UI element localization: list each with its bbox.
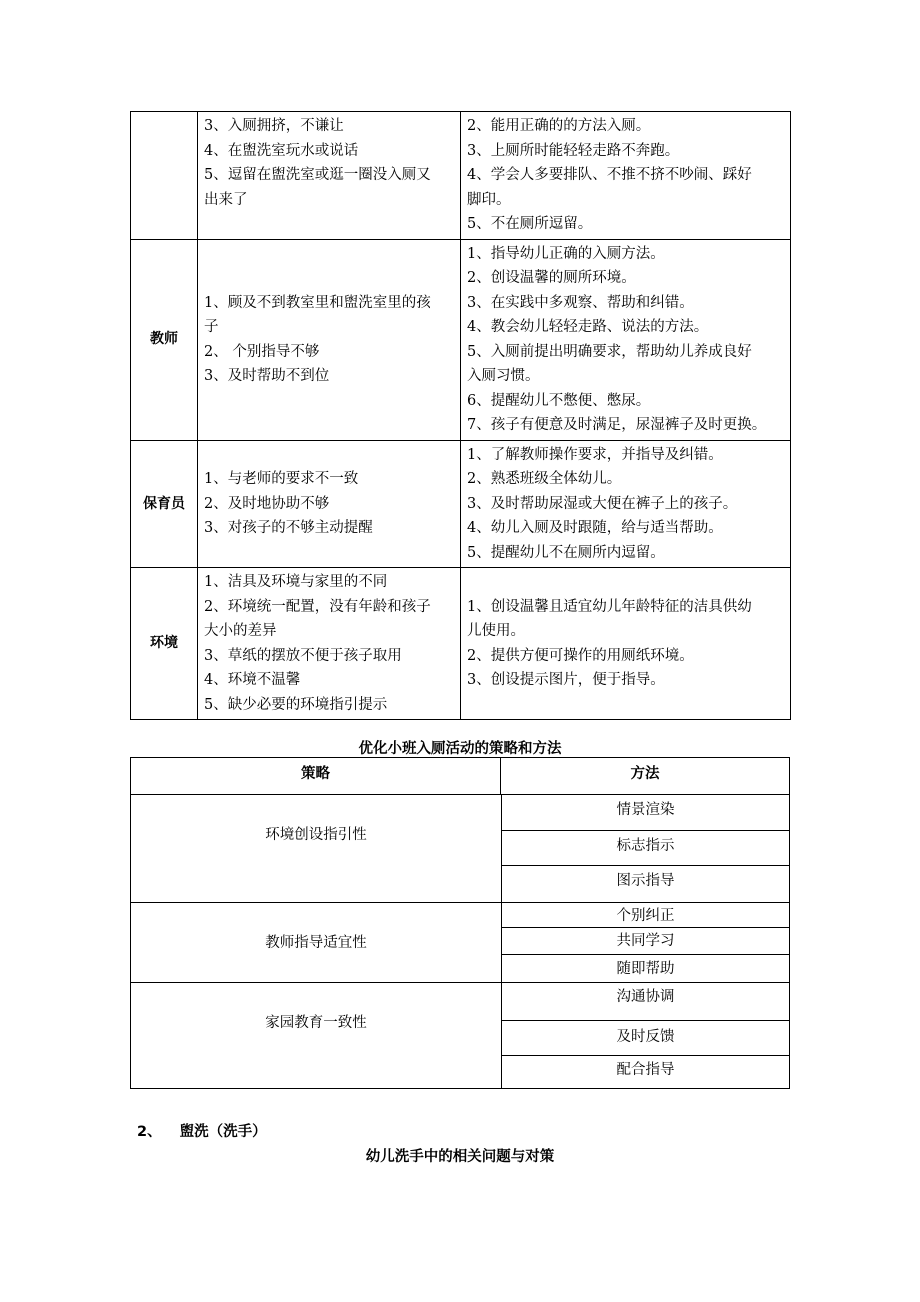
method-cell: 配合指导 [616, 1062, 675, 1078]
strategy-name: 环境创设指引性 [265, 827, 367, 843]
method-cell: 图示指导 [616, 873, 675, 889]
strategy-line: 脚印。 [467, 191, 511, 208]
problems-cell [198, 112, 461, 240]
problem-line: 1、洁具及环境与家里的不同 [204, 574, 388, 590]
method-cell: 及时反馈 [502, 1021, 789, 1056]
method-cell: 随即帮助 [616, 961, 675, 977]
problem-line: 3、入厕拥挤，不谦让 [204, 118, 344, 134]
strategy-line: 1、创设温馨且适宜幼儿年龄特征的洁具供幼 [467, 598, 752, 615]
strategy-table-title: 优化小班入厕活动的策略和方法 [358, 741, 562, 757]
strategy-line: 2、提供方便可操作的用厕纸环境。 [467, 647, 694, 664]
section-subtitle: 幼儿洗手中的相关问题与对策 [365, 1149, 555, 1165]
role-cell: 环境 [131, 568, 198, 720]
strategy-line: 3、在实践中多观察、帮助和纠错。 [467, 294, 694, 311]
problem-line: 2、环境统一配置，没有年龄和孩子 [204, 598, 431, 615]
strategy-line: 5、不在厕所逗留。 [467, 216, 593, 232]
strategy-line: 5、提醒幼儿不在厕所内逗留。 [467, 544, 665, 561]
section-heading-text: 盥洗（洗手） [179, 1124, 267, 1140]
header-method: 方法 [630, 766, 660, 782]
strategy-group [131, 983, 789, 1089]
strategy-line: 4、教会幼儿轻轻走路、说法的方法。 [467, 319, 709, 335]
strategy-group [131, 795, 789, 903]
problem-line: 4、环境不温馨 [204, 672, 301, 688]
strategy-line: 入厕习惯。 [467, 368, 540, 384]
problem-line: 4、在盥洗室玩水或说话 [204, 142, 359, 159]
strategy-line: 3、及时帮助尿湿或大便在裤子上的孩子。 [467, 495, 738, 512]
strategy-line: 4、学会人多要排队、不推不挤不吵闹、踩好 [467, 167, 752, 183]
method-cell: 沟通协调 [502, 983, 789, 1021]
strategy-name: 家园教育一致性 [265, 1015, 367, 1031]
strategy-line: 儿使用。 [467, 623, 525, 639]
problem-line: 出来了 [204, 191, 248, 208]
problem-line: 1、与老师的要求不一致 [204, 471, 359, 487]
section-heading [137, 1120, 267, 1141]
problem-line: 5、缺少必要的环境指引提示 [204, 696, 388, 713]
strategy-line: 1、指导幼儿正确的入厕方法。 [467, 245, 665, 262]
problem-line: 3、及时帮助不到位 [204, 368, 330, 384]
strategy-line: 2、创设温馨的厕所环境。 [467, 270, 636, 286]
problem-line: 1、顾及不到教室里和盥洗室里的孩 [204, 294, 431, 311]
method-cell: 个别纠正 [502, 903, 789, 928]
problem-line: 3、草纸的摆放不便于孩子取用 [204, 647, 402, 664]
strategy-method-table [130, 757, 790, 1089]
strategy-group [131, 903, 789, 983]
strategy-line: 2、能用正确的的方法入厕。 [467, 118, 651, 134]
strategy-line: 3、上厕所时能轻轻走路不奔跑。 [467, 142, 680, 159]
problem-line: 3、对孩子的不够主动提醒 [204, 520, 373, 536]
problem-line: 2、 个别指导不够 [204, 343, 320, 360]
strategies-cell [461, 112, 791, 240]
table-row [131, 112, 791, 240]
problems-strategies-table [130, 111, 791, 720]
role-cell: 教师 [131, 239, 198, 440]
method-cell: 标志指示 [502, 831, 789, 866]
table-row [131, 440, 791, 568]
table-header-row [131, 758, 789, 795]
strategy-name: 教师指导适宜性 [265, 935, 367, 951]
problem-line: 大小的差异 [204, 623, 277, 639]
table-row [131, 239, 791, 440]
strategy-line: 1、了解教师操作要求，并指导及纠错。 [467, 446, 723, 463]
problem-line: 5、逗留在盥洗室或逛一圈没入厕又 [204, 167, 431, 183]
strategy-line: 7、孩子有便意及时满足，尿湿裤子及时更换。 [467, 417, 767, 433]
problems-cell [198, 239, 461, 440]
strategies-cell [461, 440, 791, 568]
strategy-line: 5、入厕前提出明确要求，帮助幼儿养成良好 [467, 343, 752, 360]
strategies-cell [461, 568, 791, 720]
section-number: 2、 [137, 1124, 162, 1140]
method-cell: 情景渲染 [502, 795, 789, 831]
role-cell [131, 112, 198, 240]
method-cell: 共同学习 [502, 928, 789, 955]
strategy-line: 4、幼儿入厕及时跟随，给与适当帮助。 [467, 520, 723, 536]
problem-line: 2、及时地协助不够 [204, 495, 330, 512]
strategy-line: 3、创设提示图片，便于指导。 [467, 672, 665, 688]
strategy-line: 6、提醒幼儿不憋便、憋尿。 [467, 392, 651, 409]
problems-cell [198, 568, 461, 720]
strategy-line: 2、熟悉班级全体幼儿。 [467, 471, 622, 487]
problem-line: 子 [204, 319, 219, 335]
strategies-cell [461, 239, 791, 440]
role-cell: 保育员 [131, 440, 198, 568]
header-strategy: 策略 [131, 758, 501, 794]
table-row [131, 568, 791, 720]
problems-cell [198, 440, 461, 568]
